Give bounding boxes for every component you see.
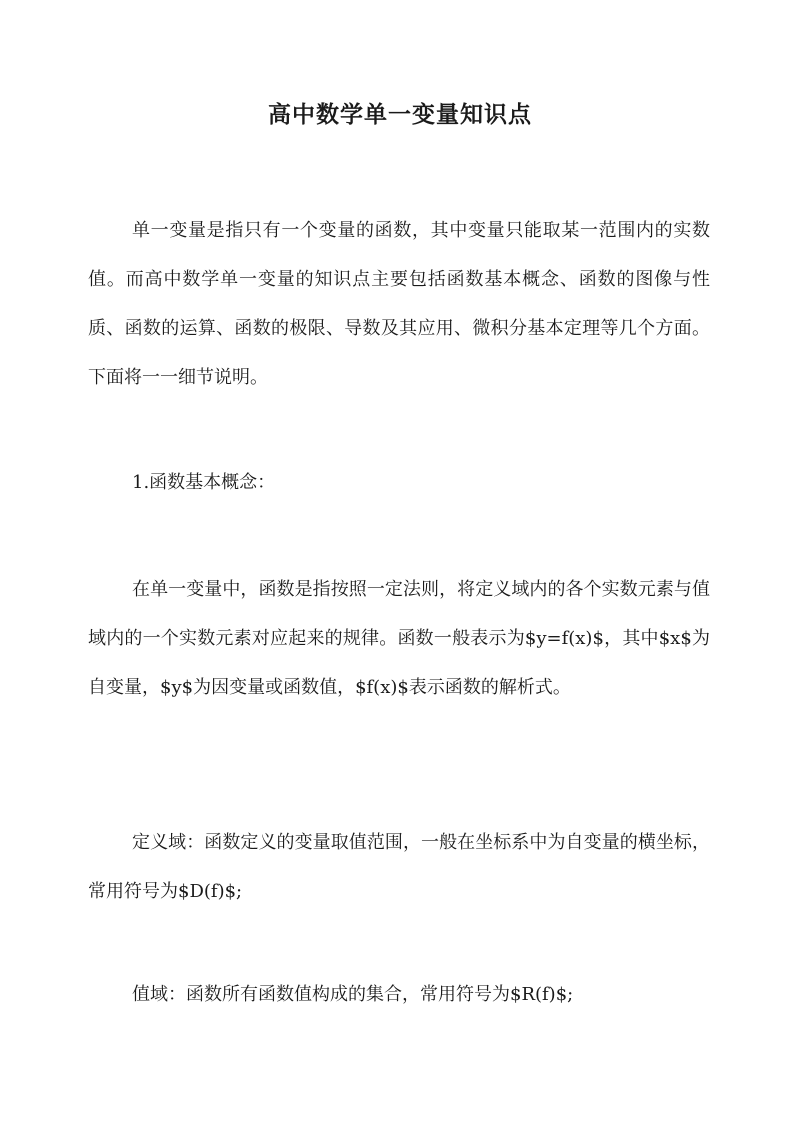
section-heading: 1.函数基本概念： bbox=[132, 472, 276, 493]
page-title: 高中数学单一变量知识点 bbox=[268, 101, 532, 128]
function-definition-paragraph: 在单一变量中，函数是指按照一定法则，将定义域内的各个实数元素与值域内的一个实数元素对应起来的规律。函数一般表示为$y=f(x)$，其中$x$为自变量，$y$为因变量或函数值，$f(x)$表示函数的解析式。 bbox=[88, 579, 710, 698]
domain-paragraph: 定义域：函数定义的变量取值范围，一般在坐标系中为自变量的横坐标，常用符号为$D(f)$; bbox=[88, 832, 710, 902]
range-paragraph: 值域：函数所有函数值构成的集合，常用符号为$R(f)$; bbox=[132, 984, 574, 1005]
intro-paragraph: 单一变量是指只有一个变量的函数，其中变量只能取某一范围内的实数值。而高中数学单一变量的知识点主要包括函数基本概念、函数的图像与性质、函数的运算、函数的极限、导数及其应用、微积分基本定理等几个方面。下面将一一细节说明。 bbox=[88, 220, 710, 388]
